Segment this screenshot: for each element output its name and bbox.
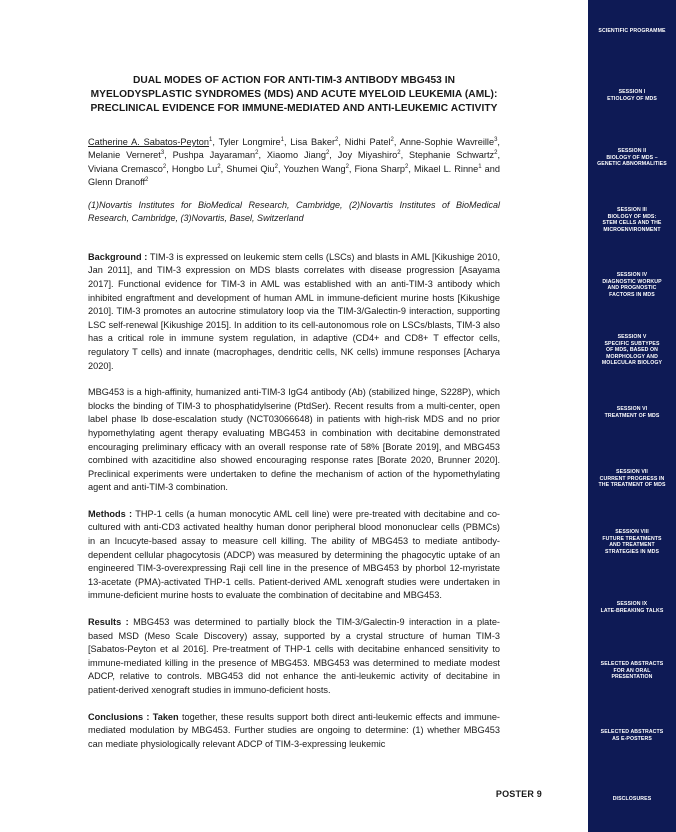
sidebar-item-scientific-programme[interactable] bbox=[588, 28, 676, 35]
sidebar-item-label: FACTORS IN MDS bbox=[609, 291, 655, 298]
author-separator: , bbox=[348, 163, 355, 174]
author-list bbox=[88, 136, 500, 189]
author bbox=[400, 137, 498, 147]
sidebar-item-label: SELECTED ABSTRACTS bbox=[600, 661, 664, 667]
author-separator: , bbox=[283, 137, 291, 147]
author-name: Xiaomo Jiang bbox=[266, 150, 326, 161]
author bbox=[88, 177, 148, 187]
author bbox=[88, 164, 166, 174]
author-affiliation-number: 3 bbox=[494, 137, 498, 143]
sidebar-item-session-4[interactable] bbox=[588, 272, 676, 298]
background-text: TIM-3 is expressed on leukemic stem cells (LSCs) and blasts in AML [Kikushige 2010, Jan 2011], and TIM-3 expression on MDS blasts correlates with disease progression [Asayama 2017]. Functional evidence for TIM-3 in AML was established with an anti-TIM-3 antibody which inhibited engraftment and development of human AML in immune-deficient murine hosts [Kikushige 2010]. TIM-3 promotes an autocrine stimulatory loop via the TIM-3/Galectin-9 interaction, supporting LSC self-renewal [Kikushige 2015]. In addition to its cell-autonomous role on LSCs/blasts, TIM-3 also has a critical role in immune system regulation, in adaptive (CD4+ and CD8+ T effector cells, regulatory T cells) and innate (macrophages, dendritic cells, NK cells) immune responses [Acharya 2020]. bbox=[88, 251, 500, 371]
mbg453-text: MBG453 is a high-affinity, humanized anti-TIM-3 IgG4 antibody (Ab) (stabilized hinge, S228P), which blocks the binding of TIM-3 to phosphatidylserine (PtdSer). Recent results from a multi-center, open label phase Ib dose-escalation study (NCT03066648) in patients with high-risk MDS and no prior hypomethylating agent therapy evaluating MBG453 in combination with decitabine demonstrated encouraging preliminary efficacy with an overall response rate of 58% [Borate 2019], and MBG453 combined with azacitidine also showed encouraging response rates [Borate 2020, Brunner 2020]. Preclinical experiments were undertaken to define the mechanism of action of the hypomethylating agent and anti-TIM-3 combination. bbox=[88, 387, 500, 493]
author-name: Mikael L. Rinne bbox=[413, 163, 479, 174]
sidebar-item-session-6[interactable] bbox=[588, 406, 676, 419]
author-name: Stephanie Schwartz bbox=[409, 150, 495, 161]
author-affiliation-number: 2 bbox=[390, 137, 394, 143]
author bbox=[409, 150, 497, 160]
author bbox=[290, 137, 338, 147]
sidebar-item-label: DISCLOSURES bbox=[612, 796, 652, 802]
conclusions-label: Conclusions : Taken bbox=[88, 711, 179, 722]
author-separator: , bbox=[408, 163, 414, 174]
author-separator: and bbox=[481, 163, 500, 174]
sidebar-item-label: FUTURE TREATMENTS bbox=[602, 535, 662, 542]
sidebar-item-label: SESSION IV bbox=[616, 272, 648, 278]
sidebar-item-label: MORPHOLOGY AND bbox=[606, 353, 658, 360]
background-label: Background : bbox=[88, 251, 150, 262]
sidebar-item-label: PRESENTATION bbox=[611, 674, 653, 681]
author bbox=[88, 150, 164, 160]
conclusions-paragraph bbox=[88, 711, 500, 752]
author-affiliation-number: 2 bbox=[162, 163, 167, 170]
affiliations: (1)Novartis Institutes for BioMedical Research, Cambridge, (2)Novartis Institutes of BioMedical Research, Cambridge, (3)Novartis, Basel, Switzerland bbox=[88, 200, 500, 224]
sidebar-item-label: SESSION VI bbox=[616, 406, 648, 412]
author-separator: , bbox=[166, 163, 172, 174]
author bbox=[283, 164, 348, 174]
author-separator: , bbox=[400, 150, 410, 161]
author-separator: , bbox=[329, 150, 338, 161]
author bbox=[414, 164, 482, 174]
sidebar-item-label: MICROENVIRONMENT bbox=[603, 226, 661, 233]
title-line: MYELODYSPLASTIC SYNDROMES (MDS) AND ACUTE MYELOID LEUKEMIA (AML): bbox=[90, 89, 498, 100]
author-name: Joy Miyashiro bbox=[337, 150, 398, 161]
sidebar-item-session-3[interactable] bbox=[588, 207, 676, 233]
sidebar-item-label: GENETIC ABNORMALITIES bbox=[597, 161, 667, 168]
sidebar-item-label: BIOLOGY OF MDS – bbox=[606, 154, 658, 161]
author bbox=[173, 150, 259, 160]
author-affiliation-number: 2 bbox=[217, 163, 221, 170]
author-affiliation-number: 2 bbox=[255, 150, 259, 157]
author-affiliation-number: 3 bbox=[160, 150, 165, 157]
sidebar-item-label: LATE-BREAKING TALKS bbox=[600, 607, 664, 614]
author-name: Fiona Sharp bbox=[354, 163, 406, 174]
author-affiliation-number: 2 bbox=[274, 163, 279, 170]
sidebar-item-label: DIAGNOSTIC WORKUP bbox=[602, 278, 662, 285]
conclusions-text: together, these results support both direct anti-leukemic effects and immune-mediated modulation by MBG453. Further studies are ongoing to determine: (1) whether MBG453 can mediate physiologically relevant ADCP of TIM-3-expressing leukemic bbox=[88, 711, 500, 749]
sidebar-item-label: SPECIFIC SUBTYPES bbox=[604, 340, 660, 347]
results-paragraph bbox=[88, 616, 500, 698]
methods-paragraph bbox=[88, 508, 500, 603]
author-name: Melanie Verneret bbox=[88, 150, 161, 161]
abstract-title bbox=[88, 74, 500, 116]
sidebar-item-session-8[interactable] bbox=[588, 529, 676, 555]
sidebar-item-session-1[interactable] bbox=[588, 89, 676, 102]
sidebar-item-oral-presentation[interactable] bbox=[588, 661, 676, 681]
author-affiliation-number: 1 bbox=[478, 163, 482, 170]
sidebar-item-label: SESSION II bbox=[617, 148, 647, 154]
author-name: Lisa Baker bbox=[290, 137, 336, 147]
author bbox=[219, 137, 284, 147]
author-name: Tyler Longmire bbox=[218, 137, 281, 147]
sidebar-item-session-9[interactable] bbox=[588, 601, 676, 614]
author-affiliation-number: 2 bbox=[325, 150, 330, 157]
sidebar-item-label: MOLECULAR BIOLOGY bbox=[601, 360, 663, 367]
methods-text: THP-1 cells (a human monocytic AML cell line) were pre-treated with decitabine and co-cultured with anti-CD3 activated healthy human donor peripheral blood mononuclear cells (PBMCs) in an Incucyte-based assay to measure cell killing. The ability of MBG453 to mediate antibody-dependent cellular phagocytosis (ADCP) was measured by determining the phagocytic uptake of an engineered TIM-3-overexpressing Raji cell line in the presence of MBG453 by phorbol 12-myristate 13-acetate (PMA)-activated THP-1 cells. Patient-derived AML xenograft studies were undertaken in immune-deficient murine hosts to evaluate the combination of decitabine and MBG453. bbox=[88, 508, 500, 601]
sidebar-item-label: SESSION VII bbox=[616, 469, 648, 475]
author-name: Glenn Dranoff bbox=[88, 176, 146, 187]
author-separator: , bbox=[220, 163, 227, 174]
sidebar-item-label: AS E-POSTERS bbox=[612, 735, 652, 742]
author-affiliation-number: 2 bbox=[145, 176, 149, 183]
sidebar-item-label: SESSION III bbox=[617, 207, 647, 213]
sidebar-item-label: AND TREATMENT bbox=[609, 542, 655, 549]
sidebar-item-label: SCIENTIFIC PROGRAMME bbox=[598, 28, 666, 34]
author-separator: , bbox=[497, 150, 501, 161]
results-label: Results : bbox=[88, 617, 134, 628]
title-line: DUAL MODES OF ACTION FOR ANTI-TIM-3 ANTIBODY MBG453 IN bbox=[132, 75, 456, 86]
sidebar-item-label: SESSION VIII bbox=[615, 529, 649, 535]
author-separator: , bbox=[258, 150, 267, 161]
author-affiliation-number: 1 bbox=[280, 137, 284, 143]
author-affiliation-number: 2 bbox=[397, 150, 401, 157]
author bbox=[267, 150, 329, 160]
author bbox=[88, 137, 212, 147]
sidebar-item-label: ETIOLOGY OF MDS bbox=[607, 95, 657, 102]
author-separator: , bbox=[393, 137, 400, 147]
author bbox=[338, 150, 401, 160]
background-paragraph bbox=[88, 251, 500, 373]
author-separator: , bbox=[338, 137, 345, 147]
sidebar-item-label: SESSION I bbox=[618, 89, 646, 95]
mbg453-paragraph bbox=[88, 386, 500, 495]
author-name: Youzhen Wang bbox=[283, 163, 346, 174]
sidebar-item-label: SELECTED ABSTRACTS bbox=[600, 729, 664, 735]
sidebar-item-label: CURRENT PROGRESS IN bbox=[599, 475, 665, 482]
sidebar-item-session-5[interactable] bbox=[588, 334, 676, 367]
sidebar-item-label: SESSION V bbox=[617, 334, 647, 340]
sidebar-item-label: TREATMENT OF MDS bbox=[604, 412, 660, 419]
author-affiliation-number: 2 bbox=[405, 163, 409, 170]
sidebar-item-label: THE TREATMENT OF MDS bbox=[598, 482, 666, 489]
results-text: MBG453 was determined to partially block the TIM-3/Galectin-9 interaction in a plate-based MSD (Meso Scale Discovery) assay, supported by a crystal structure of human TIM-3 [Sabatos-Peyton et al 2016]. Pre-treatment of THP-1 cells with decitabine enhanced sensitivity to immune-mediated killing in the presence of MBG453. MBG453 was determined to mediate modest ADCP, relative to controls. MBG453 did not enhance the anti-leukemic activity of decitabine in patient-derived xenograft studies in immuno-deficient hosts. bbox=[88, 617, 500, 695]
author-affiliation-number: 2 bbox=[494, 150, 498, 157]
author-name: Viviana Cremasco bbox=[88, 163, 163, 174]
sidebar-item-session-7[interactable] bbox=[588, 469, 676, 489]
author-affiliation-number: 1 bbox=[209, 137, 213, 143]
author-affiliation-number: 2 bbox=[345, 163, 349, 170]
author-name: Pushpa Jayaraman bbox=[172, 150, 256, 161]
author-affiliation-number: 2 bbox=[335, 137, 339, 143]
sidebar-item-label: OF MDS, BASED ON bbox=[605, 347, 659, 354]
author-name: Hongbo Lu bbox=[171, 163, 218, 174]
sidebar-item-label: FOR AN ORAL bbox=[613, 667, 651, 674]
sidebar-item-label: AND PROGNOSTIC bbox=[607, 285, 657, 292]
author-name: Nidhi Patel bbox=[344, 137, 391, 147]
author-separator: , bbox=[212, 137, 219, 147]
author bbox=[226, 164, 278, 174]
author-separator: , bbox=[278, 163, 284, 174]
sidebar-item-disclosures[interactable] bbox=[588, 796, 676, 803]
sidebar-item-e-posters[interactable] bbox=[588, 729, 676, 742]
poster-number: POSTER 9 bbox=[495, 789, 542, 799]
title-line: PRECLINICAL EVIDENCE FOR IMMUNE-MEDIATED AND ANTI-LEUKEMIC ACTIVITY bbox=[90, 103, 498, 114]
author-name: Anne-Sophie Wavreille bbox=[399, 137, 495, 147]
author-separator: , bbox=[497, 137, 500, 147]
sidebar-item-label: BIOLOGY OF MDS: bbox=[607, 213, 657, 220]
methods-label: Methods : bbox=[88, 508, 136, 519]
author-name: Shumei Qiu bbox=[226, 163, 275, 174]
session-sidebar bbox=[588, 0, 676, 832]
abstract-body bbox=[88, 66, 500, 751]
sidebar-item-label: STRATEGIES IN MDS bbox=[604, 548, 660, 555]
sidebar-item-session-2[interactable] bbox=[588, 148, 676, 168]
sidebar-item-label: SESSION IX bbox=[616, 601, 648, 607]
author bbox=[172, 164, 221, 174]
author-separator: , bbox=[164, 150, 173, 161]
author bbox=[355, 164, 409, 174]
author-name: Catherine A. Sabatos-Peyton bbox=[88, 137, 210, 147]
author bbox=[345, 137, 394, 147]
sidebar-item-label: STEM CELLS AND THE bbox=[602, 220, 662, 227]
